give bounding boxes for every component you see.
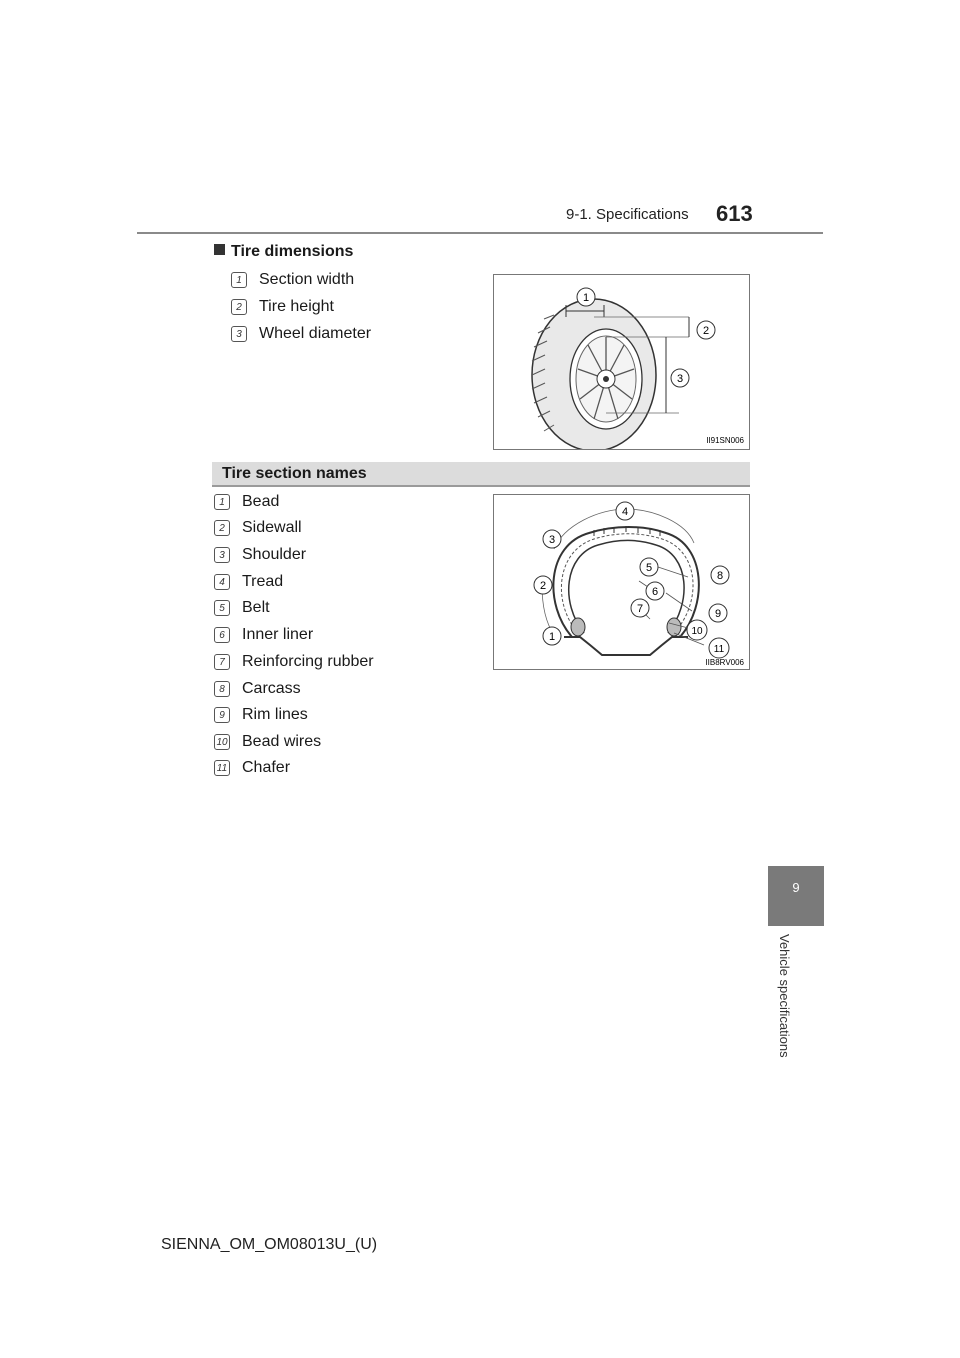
list-item-label: Wheel diameter bbox=[259, 325, 372, 342]
callout-7: 7 bbox=[636, 603, 644, 615]
tire-dimensions-heading: Tire dimensions bbox=[214, 243, 353, 261]
number-badge: 11 bbox=[214, 760, 230, 776]
callout-5: 5 bbox=[645, 562, 653, 574]
callout-11: 11 bbox=[713, 644, 725, 655]
header-divider bbox=[137, 232, 823, 234]
list-item bbox=[214, 650, 374, 674]
list-item bbox=[214, 322, 371, 346]
list-item-label: Inner liner bbox=[242, 626, 314, 643]
section-heading: Tire section names bbox=[222, 465, 367, 482]
callout-2: 2 bbox=[539, 580, 547, 592]
header-section-title: 9-1. Specifications bbox=[566, 206, 689, 223]
list-item-label: Carcass bbox=[242, 680, 301, 697]
number-badge: 8 bbox=[214, 681, 230, 697]
list-item-label: Bead wires bbox=[242, 733, 322, 750]
tire-dimensions-figure bbox=[493, 274, 750, 450]
list-item-label: Tire height bbox=[259, 298, 334, 315]
callout-1: 1 bbox=[548, 631, 556, 643]
callout-3: 3 bbox=[676, 373, 684, 385]
list-item bbox=[214, 295, 334, 319]
list-item-label: Bead bbox=[242, 493, 280, 510]
list-item-label: Sidewall bbox=[242, 519, 302, 536]
callout-10: 10 bbox=[691, 626, 703, 637]
list-item-label: Rim lines bbox=[242, 706, 308, 723]
figure-code: IIB8RV006 bbox=[705, 658, 744, 667]
list-item bbox=[214, 730, 321, 754]
number-badge: 2 bbox=[214, 520, 230, 536]
callout-3: 3 bbox=[548, 534, 556, 546]
tire-cross-section-illustration bbox=[494, 495, 749, 669]
number-badge: 2 bbox=[231, 299, 247, 315]
square-bullet-icon bbox=[214, 244, 225, 255]
list-item-label: Tread bbox=[242, 573, 284, 590]
list-item bbox=[214, 596, 270, 620]
list-item bbox=[214, 490, 279, 514]
list-item bbox=[214, 623, 313, 647]
number-badge: 4 bbox=[214, 574, 230, 590]
list-item-label: Section width bbox=[259, 271, 355, 288]
tire-section-figure bbox=[493, 494, 750, 670]
callout-8: 8 bbox=[716, 570, 724, 582]
callout-2: 2 bbox=[702, 325, 710, 337]
page-number: 613 bbox=[716, 201, 753, 226]
callout-9: 9 bbox=[714, 608, 722, 620]
list-item bbox=[214, 756, 290, 780]
list-item bbox=[214, 543, 306, 567]
number-badge: 3 bbox=[214, 547, 230, 563]
list-item-label: Reinforcing rubber bbox=[242, 653, 374, 670]
figure-code: II91SN006 bbox=[706, 436, 744, 445]
number-badge: 9 bbox=[214, 707, 230, 723]
number-badge: 1 bbox=[231, 272, 247, 288]
callout-1: 1 bbox=[582, 292, 590, 304]
list-item bbox=[214, 703, 308, 727]
number-badge: 6 bbox=[214, 627, 230, 643]
list-item bbox=[214, 516, 302, 540]
tire-wheel-illustration bbox=[494, 275, 749, 449]
document-id: SIENNA_OM_OM08013U_(U) bbox=[161, 1236, 378, 1253]
number-badge: 1 bbox=[214, 494, 230, 510]
list-item-label: Shoulder bbox=[242, 546, 307, 563]
chapter-tab-number: 9 bbox=[792, 880, 800, 895]
list-item-label: Belt bbox=[242, 599, 270, 616]
list-item bbox=[214, 268, 354, 292]
number-badge: 10 bbox=[214, 734, 230, 750]
number-badge: 7 bbox=[214, 654, 230, 670]
number-badge: 3 bbox=[231, 326, 247, 342]
callout-6: 6 bbox=[651, 586, 659, 598]
callout-4: 4 bbox=[621, 506, 629, 518]
number-badge: 5 bbox=[214, 600, 230, 616]
chapter-tab-label: Vehicle specifications bbox=[777, 934, 792, 1058]
list-item bbox=[214, 677, 301, 701]
chapter-tab bbox=[768, 866, 824, 926]
list-item bbox=[214, 570, 283, 594]
list-item-label: Chafer bbox=[242, 759, 291, 776]
